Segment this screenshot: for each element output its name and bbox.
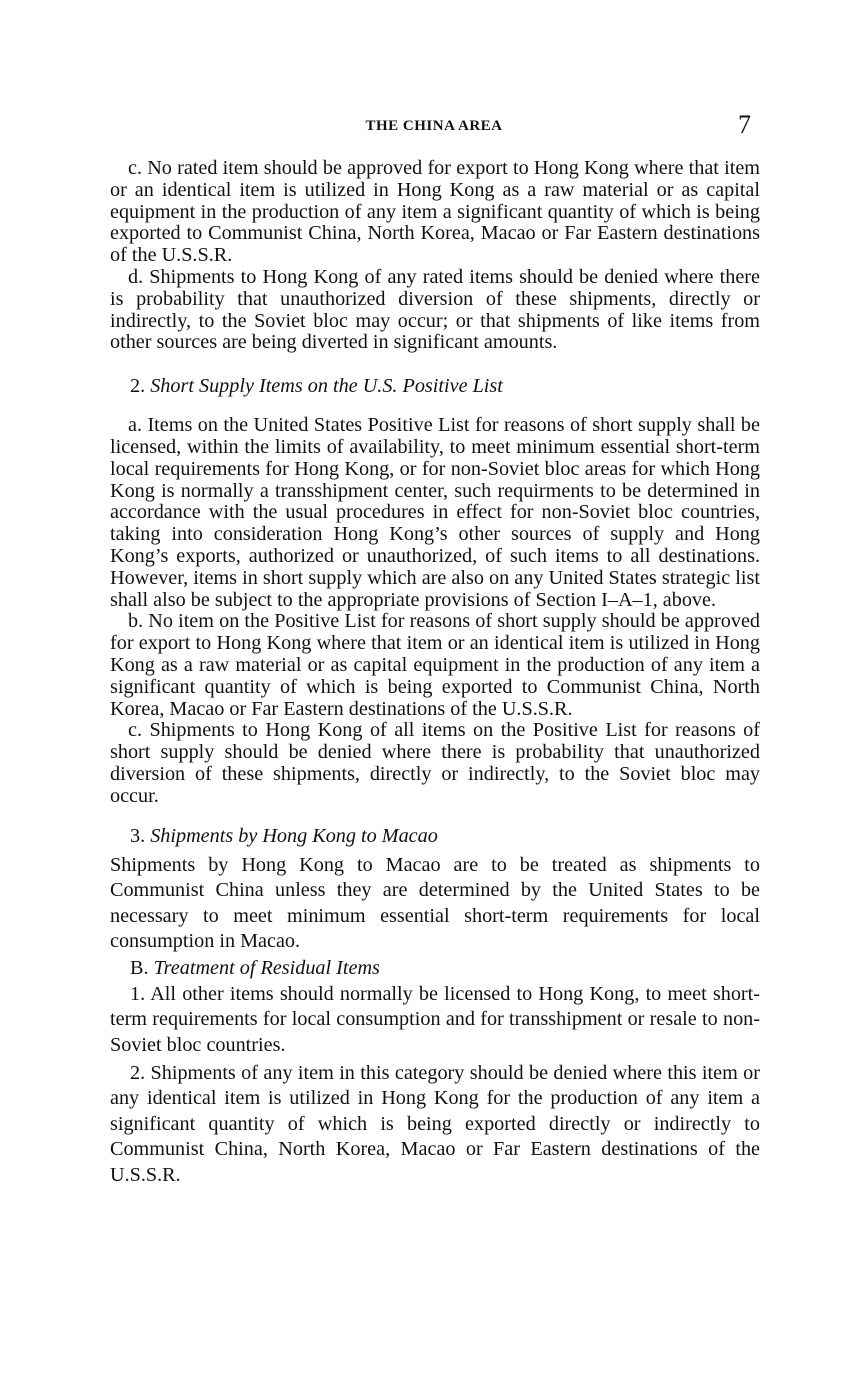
paragraph-1d: d. Shipments to Hong Kong of any rated items should be denied where there is probability that unauthorized diversion of these shipments, directly or indirectly, to the Soviet bloc may occur; or that shipments of like items from other sources are being diverted in significant amounts. bbox=[110, 265, 760, 354]
paragraph-1c: c. No rated item should be approved for export to Hong Kong where that item or an identical item is utilized in Hong Kong as a raw material or as capital equipment in the production of any item a significant quantity of which is being exported to Communist China, North Korea, Macao or Far Eastern destinations of the U.S.S.R. bbox=[110, 157, 760, 267]
section-3-title: Shipments by Hong Kong to Macao bbox=[150, 824, 438, 847]
page-body bbox=[110, 158, 760, 1189]
paragraph-3: Shipments by Hong Kong to Macao are to be treated as shipments to Communist China unless they are determined by the United States to be necessary to meet minimum essential short-term requirements for local consumption in Macao. bbox=[110, 853, 760, 953]
paragraph-2c: c. Shipments to Hong Kong of all items on the Positive List for reasons of short supply should be denied where there is probability that unauthorized diversion of these shipments, directly or indirectly, to the Soviet bloc may occur. bbox=[110, 719, 760, 807]
paragraph-2a: a. Items on the United States Positive List for reasons of short supply shall be licensed, within the limits of availability, to meet minimum essential short-term local requirements for Hong Kong, or for non-Soviet bloc areas for which Hong Kong is normally a transshipment center, such requirments to be determined in accordance with the usual procedures in effect for non-Soviet bloc countries, taking into consideration Hong Kong’s other sources of supply and Hong Kong’s exports, authorized or unauthorized, of such items to all destinations. However, items in short supply which are also on any United States strategic list shall also be subject to the appropriate provisions of Section I–A–1, above. bbox=[110, 414, 760, 611]
section-b-letter: B. bbox=[130, 956, 149, 979]
running-title: THE CHINA AREA bbox=[365, 118, 503, 134]
section-b-heading bbox=[110, 956, 760, 981]
section-3-body bbox=[110, 853, 760, 955]
page-number: 7 bbox=[738, 110, 751, 139]
section-2-title: Short Supply Items on the U.S. Positive List bbox=[150, 375, 503, 398]
section-2-heading bbox=[110, 374, 760, 399]
section-1-continued bbox=[110, 158, 760, 354]
paragraph-2b: b. No item on the Positive List for reasons of short supply should be approved for export to Hong Kong where that item or an identical item is utilized in Hong Kong as a raw material or as capital equipment in the production of any item a significant quantity of which is being exported to Communist China, North Korea, Macao or Far Eastern destinations of the U.S.S.R. bbox=[110, 610, 760, 720]
paragraph-b1: 1. All other items should normally be licensed to Hong Kong, to meet short-term requirements for local consumption and for transshipment or resale to non-Soviet bloc countries. bbox=[110, 982, 760, 1057]
section-3-heading bbox=[110, 824, 760, 849]
section-b-title: Treatment of Residual Items bbox=[153, 956, 380, 979]
section-2-number: 2. bbox=[130, 375, 146, 398]
section-3-number: 3. bbox=[130, 824, 146, 847]
paragraph-b2: 2. Shipments of any item in this category should be denied where this item or any identical item is utilized in Hong Kong for the production of any item a significant quantity of which is being exported directly or indirectly to Communist China, North Korea, Macao or Far Eastern destinations of the U.S.S.R. bbox=[110, 1061, 760, 1187]
section-b-body bbox=[110, 982, 760, 1189]
section-2-body bbox=[110, 415, 760, 807]
